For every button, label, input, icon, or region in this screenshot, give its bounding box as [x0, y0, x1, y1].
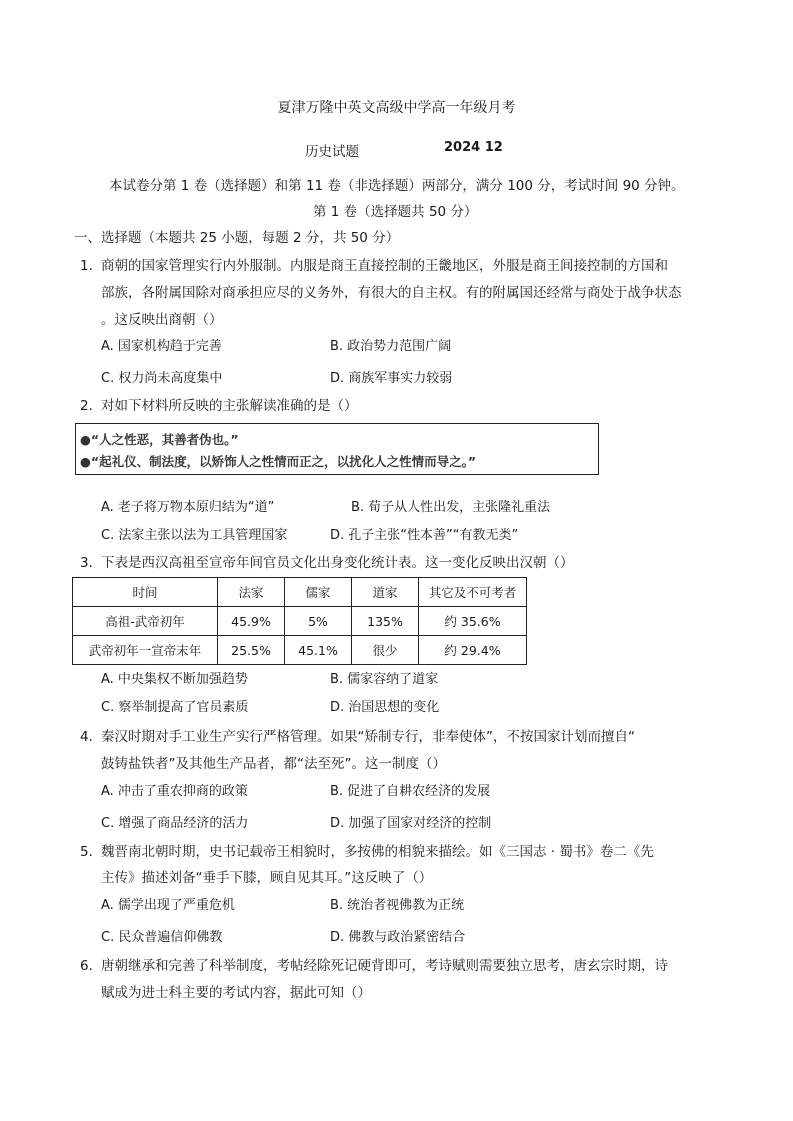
question-text-line: 对如下材料所反映的主张解读准确的是（） — [101, 398, 358, 414]
option-a[interactable]: A. 中央集权不断加强趋势 — [101, 672, 248, 687]
option-a[interactable]: A. 儒学出现了严重危机 — [101, 898, 235, 913]
table-header-cell: 其它及不可考者 — [419, 578, 527, 607]
option-a[interactable]: A. 冲击了重农抑商的政策 — [101, 784, 248, 799]
question-text-line: 鼓铸盐铁者”及其他生产品者，都“法至死”。这一制度（） — [101, 756, 446, 772]
question-number: 2． — [80, 398, 103, 414]
question-text-line: 唐朝继承和完善了科举制度，考帖经除死记硬背即可，考诗赋则需要独立思考，唐玄宗时期，诗 — [101, 958, 668, 974]
option-a[interactable]: A. 老子将万物本原归结为“道” — [101, 500, 275, 515]
section-title: 一、选择题（本题共 25 小题，每题 2 分，共 50 分） — [74, 230, 400, 246]
question-text-line: 下表是西汉高祖至宣帝年间官员文化出身变化统计表。这一变化反映出汉朝（） — [101, 555, 574, 571]
question-text-line: 部族，各附属国除对商承担应尽的义务外，有很大的自主权。有的附属国还经常与商处于战争状态 — [101, 285, 682, 301]
question-text-line: 魏晋南北朝时期，史书记载帝王相貌时，多按佛的相貌来描绘。如《三国志 · 蜀书》卷二《先 — [101, 844, 654, 860]
option-b[interactable]: B. 统治者视佛教为正统 — [330, 898, 465, 913]
material-quote-box — [75, 423, 599, 475]
question-text-line: 秦汉时期对手工业生产实行严格管理。如果“矫制专行，非奉使体”，不按国家计划而擅自“ — [101, 729, 635, 745]
statistics-table — [72, 577, 527, 665]
table-header-cell: 道家 — [352, 578, 419, 607]
table-cell: 很少 — [352, 636, 419, 665]
exam-subject: 历史试题 — [305, 144, 359, 160]
exam-school-title: 夏津万隆中英文高级中学高一年级月考 — [277, 100, 516, 116]
option-d[interactable]: D. 商族军事实力较弱 — [330, 371, 453, 386]
table-header-cell: 儒家 — [285, 578, 352, 607]
question-number: 6． — [80, 958, 103, 974]
option-d[interactable]: D. 孔子主张“性本善”“有教无类” — [330, 528, 519, 543]
table-cell: 45.9% — [218, 607, 285, 636]
table-cell: 约 29.4% — [419, 636, 527, 665]
table-header-cell: 时间 — [73, 578, 218, 607]
option-b[interactable]: B. 政治势力范围广阔 — [330, 339, 452, 354]
exam-instructions: 本试卷分第 1 卷（选择题）和第 11 卷（非选择题）两部分，满分 100 分，考试时间 90 分钟。 — [109, 178, 685, 194]
table-cell: 武帝初年一宣帝末年 — [73, 636, 218, 665]
option-c[interactable]: C. 民众普遍信仰佛教 — [101, 930, 223, 945]
option-c[interactable]: C. 法家主张以法为工具管理国家 — [101, 528, 288, 543]
table-header-cell: 法家 — [218, 578, 285, 607]
table-cell: 45.1% — [285, 636, 352, 665]
material-quote-line: ●“起礼仪、制法度，以矫饰人之性情而正之，以扰化人之性情而导之。” — [80, 454, 477, 469]
option-b[interactable]: B. 儒家容纳了道家 — [330, 672, 439, 687]
question-text-line: 。这反映出商朝（） — [101, 312, 223, 328]
table-cell: 5% — [285, 607, 352, 636]
part-title: 第 1 卷（选择题共 50 分） — [313, 204, 478, 220]
option-d[interactable]: D. 加强了国家对经济的控制 — [330, 816, 492, 831]
table-header-row — [73, 578, 527, 607]
option-b[interactable]: B. 促进了自耕农经济的发展 — [330, 784, 491, 799]
option-a[interactable]: A. 国家机构趋于完善 — [101, 339, 222, 354]
option-c[interactable]: C. 察举制提高了官员素质 — [101, 700, 249, 715]
question-number: 3． — [80, 555, 103, 571]
question-number: 5． — [80, 844, 103, 860]
exam-date: 2024 12 — [444, 140, 503, 155]
question-number: 4． — [80, 729, 103, 745]
material-quote-line: ●“人之性恶，其善者伪也。” — [80, 432, 239, 447]
table-row — [73, 636, 527, 665]
option-d[interactable]: D. 佛教与政治紧密结合 — [330, 930, 466, 945]
table-row — [73, 607, 527, 636]
question-text-line: 主传》描述刘备“垂手下膝，顾自见其耳。”这反映了（） — [101, 870, 433, 886]
option-c[interactable]: C. 增强了商品经济的活力 — [101, 816, 249, 831]
table-cell: 高祖-武帝初年 — [73, 607, 218, 636]
table-cell: 135% — [352, 607, 419, 636]
question-text-line: 赋成为进士科主要的考试内容，据此可知（） — [101, 985, 371, 1001]
table-cell: 约 35.6% — [419, 607, 527, 636]
table-cell: 25.5% — [218, 636, 285, 665]
question-text-line: 商朝的国家管理实行内外服制。内服是商王直接控制的王畿地区，外服是商王间接控制的方国和 — [101, 258, 668, 274]
question-number: 1． — [80, 258, 103, 274]
option-b[interactable]: B. 荀子从人性出发，主张隆礼重法 — [351, 500, 551, 515]
option-c[interactable]: C. 权力尚未高度集中 — [101, 371, 223, 386]
option-d[interactable]: D. 治国思想的变化 — [330, 700, 440, 715]
